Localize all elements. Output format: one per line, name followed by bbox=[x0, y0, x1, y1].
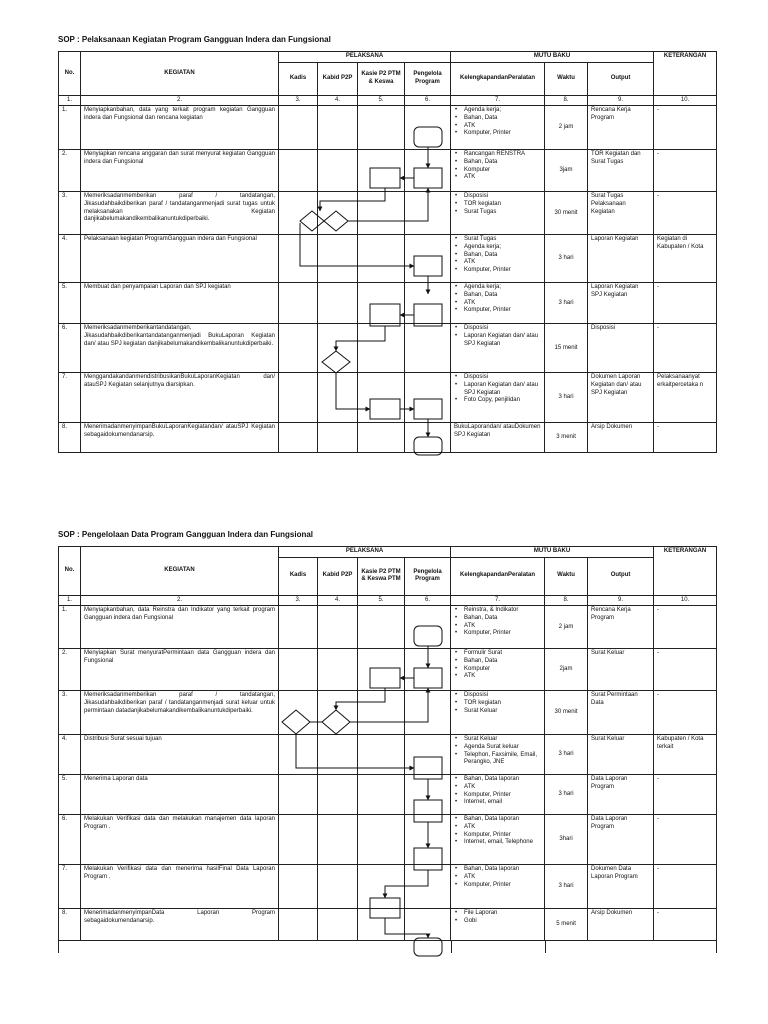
list-item: • Komputer, Printer bbox=[464, 130, 541, 138]
list-item: • Internet, email bbox=[464, 799, 541, 807]
header-kabid: Kabid P2P bbox=[318, 62, 358, 95]
row-no: 2. bbox=[59, 649, 81, 691]
cell-kabid bbox=[318, 192, 358, 235]
table-row bbox=[59, 106, 717, 150]
cell-kabid bbox=[318, 909, 358, 941]
row-no: 4. bbox=[59, 235, 81, 283]
list-item: • ATK bbox=[464, 784, 541, 792]
row-waktu: 2 jam bbox=[545, 606, 588, 649]
col-number: 1. bbox=[59, 595, 81, 606]
cell-kabid bbox=[318, 106, 358, 150]
row-keterangan: Kabupaten / Kota terkait bbox=[654, 735, 717, 775]
col-number: 5. bbox=[358, 95, 405, 106]
row-output: Disposisi bbox=[588, 324, 654, 373]
row-kelengkapan bbox=[451, 649, 545, 691]
cell-pengelola bbox=[405, 735, 451, 775]
cell-kabid bbox=[318, 324, 358, 373]
table-row bbox=[59, 150, 717, 192]
list-item: • Bahan, Data bbox=[464, 115, 541, 123]
table-row bbox=[59, 691, 717, 735]
row-waktu: 3 hari bbox=[545, 373, 588, 423]
row-no: 2. bbox=[59, 150, 81, 192]
row-kegiatan: Memeriksadanmemberikan paraf / tandatangan, Jikasudahbaikdiberikan paraf / tandatanganmenjadi surat tugas untuk melaksanakan Kegiatan danjikabelumakandikembalikanuntukdiperbaiki. bbox=[81, 192, 279, 235]
col-number: 1. bbox=[59, 95, 81, 106]
row-keterangan: - bbox=[654, 865, 717, 909]
row-output: Laporan Kegiatan bbox=[588, 235, 654, 283]
cell-kasie bbox=[358, 324, 405, 373]
cell-kasie bbox=[358, 192, 405, 235]
list-item: • ATK bbox=[464, 123, 541, 131]
header-mutu-baku: MUTU BAKU bbox=[451, 547, 654, 558]
row-output: TOR Kegiatan dan Surat Tugas bbox=[588, 150, 654, 192]
row-waktu: 3hari bbox=[545, 815, 588, 865]
list-item: • Formulir Surat bbox=[464, 650, 541, 658]
row-output: Rencana Kerja Program bbox=[588, 606, 654, 649]
row-waktu: 5 menit bbox=[545, 909, 588, 941]
list-item: • ATK bbox=[464, 623, 541, 631]
cell-kadis bbox=[279, 649, 318, 691]
row-output: Arsip Dokumen bbox=[588, 909, 654, 941]
row-kegiatan: Pelaksanaan kegiatan ProgramGangguan indera dan Fungsional bbox=[81, 235, 279, 283]
row-no: 5. bbox=[59, 775, 81, 815]
cell-kadis bbox=[279, 909, 318, 941]
row-kegiatan: Memeriksadanmemberikan paraf / tandatangan, Jikasudahbaikdiberikan paraf / tandatanganmenjadi surat keluar untuk permintaan datadanjikabelumakandikembalikanuntukdiperbaiki. bbox=[81, 691, 279, 735]
row-no: 3. bbox=[59, 691, 81, 735]
cell-kasie bbox=[358, 649, 405, 691]
header-kegiatan: KEGIATAN bbox=[81, 52, 279, 96]
table-continuation bbox=[58, 941, 717, 953]
header-kasie: Kasie P2 PTM & Keswa PTM bbox=[358, 557, 405, 595]
row-output: Surat Tugas Pelaksanaan Kegiatan bbox=[588, 192, 654, 235]
row-keterangan: - bbox=[654, 909, 717, 941]
col-number: 7. bbox=[451, 595, 545, 606]
row-keterangan: - bbox=[654, 775, 717, 815]
row-output: Surat Keluar bbox=[588, 649, 654, 691]
col-number: 10. bbox=[654, 595, 717, 606]
row-no: 1. bbox=[59, 106, 81, 150]
table-row bbox=[59, 865, 717, 909]
row-output: Data Laporan Program bbox=[588, 775, 654, 815]
cell-kadis bbox=[279, 235, 318, 283]
row-waktu: 3 menit bbox=[545, 423, 588, 453]
row-keterangan: - bbox=[654, 150, 717, 192]
table-row bbox=[59, 606, 717, 649]
row-kelengkapan bbox=[451, 775, 545, 815]
list-item: • Komputer, Printer bbox=[464, 832, 541, 840]
row-kelengkapan bbox=[451, 283, 545, 324]
row-waktu: 3 hari bbox=[545, 283, 588, 324]
header-waktu: Waktu bbox=[545, 62, 588, 95]
list-item: • Surat Keluar bbox=[464, 736, 541, 744]
sop-grid bbox=[58, 51, 718, 453]
header-output: Output bbox=[588, 62, 654, 95]
cell-kadis bbox=[279, 373, 318, 423]
col-number: 9. bbox=[588, 95, 654, 106]
row-no: 8. bbox=[59, 423, 81, 453]
col-number: 5. bbox=[358, 595, 405, 606]
list-item: • Surat Tugas bbox=[464, 236, 541, 244]
cell-kasie bbox=[358, 909, 405, 941]
list-item: • Internet, email, Telephone bbox=[464, 839, 541, 847]
row-kelengkapan bbox=[451, 815, 545, 865]
list-item: • ATK bbox=[464, 874, 541, 882]
header-keterangan: KETERANGAN bbox=[654, 52, 717, 96]
list-item: • Agenda kerja; bbox=[464, 284, 541, 292]
cell-kabid bbox=[318, 691, 358, 735]
col-number: 4. bbox=[318, 95, 358, 106]
row-kelengkapan bbox=[451, 324, 545, 373]
row-no: 6. bbox=[59, 815, 81, 865]
list-item: • ATK bbox=[464, 824, 541, 832]
table-row bbox=[59, 324, 717, 373]
row-kelengkapan bbox=[451, 150, 545, 192]
sop-title: SOP : Pengelolaan Data Program Gangguan Indera dan Fungsional bbox=[58, 530, 314, 539]
row-kegiatan: Membuat dan penyampaian Laporan dan SPJ kegiatan bbox=[81, 283, 279, 324]
list-item: • Reinstra, & Indikator bbox=[464, 607, 541, 615]
list-item: • Disposisi bbox=[464, 374, 541, 382]
cell-kadis bbox=[279, 423, 318, 453]
sop-table bbox=[58, 546, 717, 941]
cell-kabid bbox=[318, 235, 358, 283]
cell-kadis bbox=[279, 283, 318, 324]
cell-kadis bbox=[279, 606, 318, 649]
row-kegiatan: Menerima Laporan data bbox=[81, 775, 279, 815]
row-output: Data Laporan Program bbox=[588, 815, 654, 865]
col-number: 2. bbox=[81, 595, 279, 606]
cell-kabid bbox=[318, 283, 358, 324]
cell-kasie bbox=[358, 373, 405, 423]
header-no: No. bbox=[59, 52, 81, 96]
list-item: • Foto Copy, penjilidan bbox=[464, 397, 541, 405]
col-number: 6. bbox=[405, 95, 451, 106]
row-keterangan: Kegiatan di Kabupaten / Kota bbox=[654, 235, 717, 283]
row-waktu: 3 hari bbox=[545, 235, 588, 283]
cell-kadis bbox=[279, 865, 318, 909]
table-row bbox=[59, 423, 717, 453]
header-kabid: Kabid P2P bbox=[318, 557, 358, 595]
cell-kasie bbox=[358, 865, 405, 909]
list-item: • ATK bbox=[464, 174, 541, 182]
list-item: • Komputer, Printer bbox=[464, 267, 541, 275]
list-item: • File Laporan bbox=[464, 910, 541, 918]
cell-pengelola bbox=[405, 373, 451, 423]
list-item: • Bahan, Data laporan bbox=[464, 776, 541, 784]
cell-kabid bbox=[318, 775, 358, 815]
list-item: • Bahan, Data bbox=[464, 292, 541, 300]
row-waktu: 3 hari bbox=[545, 775, 588, 815]
list-item: • Gobi bbox=[464, 918, 541, 926]
row-waktu: 3 hari bbox=[545, 735, 588, 775]
cell-kadis bbox=[279, 735, 318, 775]
row-keterangan: - bbox=[654, 324, 717, 373]
row-output: Dokumen Laporan Kegiatan dan/ atau SPJ Kegiatan bbox=[588, 373, 654, 423]
row-no: 6. bbox=[59, 324, 81, 373]
header-no: No. bbox=[59, 547, 81, 596]
row-keterangan: Pelaksanaanyat erkaitpercetaka n bbox=[654, 373, 717, 423]
cell-kasie bbox=[358, 283, 405, 324]
row-waktu: 3 hari bbox=[545, 865, 588, 909]
row-waktu: 30 menit bbox=[545, 691, 588, 735]
row-keterangan: - bbox=[654, 691, 717, 735]
row-kelengkapan bbox=[451, 735, 545, 775]
header-kelengkapan: KelengkapandanPeralatan bbox=[451, 557, 545, 595]
col-number: 10. bbox=[654, 95, 717, 106]
list-item: • ATK bbox=[464, 300, 541, 308]
list-item: • Bahan, Data bbox=[464, 159, 541, 167]
list-item: • Komputer, Printer bbox=[464, 307, 541, 315]
table-row bbox=[59, 815, 717, 865]
cell-kabid bbox=[318, 373, 358, 423]
header-waktu: Waktu bbox=[545, 557, 588, 595]
cell-kabid bbox=[318, 735, 358, 775]
row-no: 7. bbox=[59, 373, 81, 423]
row-waktu: 3jam bbox=[545, 150, 588, 192]
row-keterangan: - bbox=[654, 423, 717, 453]
row-kelengkapan bbox=[451, 865, 545, 909]
list-item: • Komputer, Printer bbox=[464, 882, 541, 890]
table-row bbox=[59, 283, 717, 324]
row-output: Surat Permintaan Data bbox=[588, 691, 654, 735]
cell-kabid bbox=[318, 815, 358, 865]
cell-kadis bbox=[279, 775, 318, 815]
header-kadis: Kadis bbox=[279, 557, 318, 595]
row-no: 5. bbox=[59, 283, 81, 324]
row-no: 1. bbox=[59, 606, 81, 649]
list-item: • TOR kegiatan bbox=[464, 201, 541, 209]
row-output: Dokumen Data Laporan Program bbox=[588, 865, 654, 909]
header-pengelola: Pengelola Program bbox=[405, 557, 451, 595]
col-number: 7. bbox=[451, 95, 545, 106]
row-kelengkapan bbox=[451, 909, 545, 941]
table-row bbox=[59, 775, 717, 815]
col-number: 3. bbox=[279, 595, 318, 606]
row-kegiatan: Menyiapkanbahan, data yang terkait program kegiatan Gangguan indera dan Fungsional dan rencana kegiatan bbox=[81, 106, 279, 150]
cell-pengelola bbox=[405, 106, 451, 150]
table-row bbox=[59, 192, 717, 235]
header-kelengkapan: KelengkapandanPeralatan bbox=[451, 62, 545, 95]
row-kegiatan: Menyiapkan Surat menyuratPermintaan data Gangguan indera dan Fungsional bbox=[81, 649, 279, 691]
row-no: 8. bbox=[59, 909, 81, 941]
row-output: Laporan Kegiatan SPJ Kegiatan bbox=[588, 283, 654, 324]
sop-pengelolaan-data bbox=[58, 530, 718, 941]
list-item: • ATK bbox=[464, 673, 541, 681]
row-kegiatan: Melakukan Verifikasi data dan melakukan manajemen data laporan Program . bbox=[81, 815, 279, 865]
list-item: • Disposisi bbox=[464, 193, 541, 201]
cell-kabid bbox=[318, 649, 358, 691]
list-item: • Bahan, Data laporan bbox=[464, 866, 541, 874]
row-output: Arsip Dokumen bbox=[588, 423, 654, 453]
row-kegiatan: Memeriksadanmemberikantandatangan, Jikasudahbaikdiberikantandatanganmenjadi BukuLaporan Kegiatan dan/ atau SPJ kegiatan danjikabelumakandikembalikanuntukdiperbaiki. bbox=[81, 324, 279, 373]
list-item: • Agenda kerja; bbox=[464, 244, 541, 252]
row-kegiatan: Menyiapkan rencana anggaran dan surat menyurat kegiatan Gangguan indera dan Fungsional bbox=[81, 150, 279, 192]
col-number: 2. bbox=[81, 95, 279, 106]
row-keterangan: - bbox=[654, 106, 717, 150]
header-kasie: Kasie P2 PTM & Keswa bbox=[358, 62, 405, 95]
header-output: Output bbox=[588, 557, 654, 595]
cell-kadis bbox=[279, 324, 318, 373]
header-pengelola: Pengelola Program bbox=[405, 62, 451, 95]
row-no: 4. bbox=[59, 735, 81, 775]
list-item: • ATK bbox=[464, 259, 541, 267]
row-kelengkapan bbox=[451, 373, 545, 423]
sop-title: SOP : Pelaksanaan Kegiatan Program Gangguan Indera dan Fungsional bbox=[58, 35, 331, 44]
row-kelengkapan bbox=[451, 235, 545, 283]
cell-kabid bbox=[318, 865, 358, 909]
row-waktu: 30 menit bbox=[545, 192, 588, 235]
row-output: Surat Keluar bbox=[588, 735, 654, 775]
col-number: 8. bbox=[545, 95, 588, 106]
list-item: • Laporan Kegiatan dan/ atau SPJ Kegiatan bbox=[464, 333, 541, 348]
list-item: • Komputer, Printer bbox=[464, 630, 541, 638]
sop-pelaksanaan-kegiatan bbox=[58, 35, 718, 453]
cell-kadis bbox=[279, 192, 318, 235]
list-item: • Rancangan RENSTRA bbox=[464, 151, 541, 159]
row-keterangan: - bbox=[654, 192, 717, 235]
cell-kasie bbox=[358, 235, 405, 283]
row-keterangan: - bbox=[654, 606, 717, 649]
cell-kasie bbox=[358, 735, 405, 775]
cell-kadis bbox=[279, 691, 318, 735]
row-output: Rencana Kerja Program bbox=[588, 106, 654, 150]
row-keterangan: - bbox=[654, 649, 717, 691]
list-item: • Bahan, Data bbox=[464, 615, 541, 623]
row-kegiatan: Menyiapkanbahan, data Reinstra dan Indikator yang terkait program Gangguan indera dan Fungsional bbox=[81, 606, 279, 649]
table-row bbox=[59, 373, 717, 423]
col-number: 3. bbox=[279, 95, 318, 106]
cell-kadis bbox=[279, 106, 318, 150]
list-item: • Bahan, Data laporan bbox=[464, 816, 541, 824]
col-number: 4. bbox=[318, 595, 358, 606]
col-number: 9. bbox=[588, 595, 654, 606]
row-keterangan: - bbox=[654, 283, 717, 324]
list-item: • Agenda Surat keluar bbox=[464, 744, 541, 752]
cell-kasie bbox=[358, 106, 405, 150]
cell-kabid bbox=[318, 606, 358, 649]
list-item: • Disposisi bbox=[464, 325, 541, 333]
cell-kasie bbox=[358, 606, 405, 649]
header-pelaksana: PELAKSANA bbox=[279, 52, 451, 63]
col-number: 6. bbox=[405, 595, 451, 606]
cell-kabid bbox=[318, 423, 358, 453]
row-kelengkapan bbox=[451, 606, 545, 649]
cell-kasie bbox=[358, 815, 405, 865]
row-waktu: 2 jam bbox=[545, 106, 588, 150]
cell-pengelola bbox=[405, 324, 451, 373]
cell-kasie bbox=[358, 775, 405, 815]
list-item: • Surat Keluar bbox=[464, 708, 541, 716]
row-kelengkapan bbox=[451, 691, 545, 735]
list-item: • Bahan, Data bbox=[464, 658, 541, 666]
list-item: • Laporan Kegiatan dan/ atau SPJ Kegiatan bbox=[464, 382, 541, 397]
row-kegiatan: Distribusi Surat sesuai tujuan bbox=[81, 735, 279, 775]
table-row bbox=[59, 909, 717, 941]
cell-kadis bbox=[279, 150, 318, 192]
row-waktu: 2jam bbox=[545, 649, 588, 691]
table-row bbox=[59, 735, 717, 775]
list-item: • Surat Tugas bbox=[464, 209, 541, 217]
sop-table bbox=[58, 51, 717, 453]
cell-kasie bbox=[358, 691, 405, 735]
header-kadis: Kadis bbox=[279, 62, 318, 95]
list-item: • Disposisi bbox=[464, 692, 541, 700]
row-keterangan: - bbox=[654, 815, 717, 865]
cell-pengelola bbox=[405, 606, 451, 649]
row-kegiatan: MenerimadanmenyimpanBukuLaporanKegiatandan/ atauSPJ Kegiatan sebagaidokumendanarsip. bbox=[81, 423, 279, 453]
table-row bbox=[59, 235, 717, 283]
row-kegiatan: Melakukan Verifikasi data dan menerima hasilFinal Data Laporan Program . bbox=[81, 865, 279, 909]
header-kegiatan: KEGIATAN bbox=[81, 547, 279, 596]
cell-kasie bbox=[358, 150, 405, 192]
header-mutu-baku: MUTU BAKU bbox=[451, 52, 654, 63]
table-row bbox=[59, 649, 717, 691]
list-item: • Bahan, Data bbox=[464, 252, 541, 260]
row-kelengkapan: BukuLaporandan/ atauDokumen SPJ Kegiatan bbox=[451, 423, 545, 453]
list-item: • Komputer bbox=[464, 167, 541, 175]
list-item: • Telephon, Faxsimile, Email, Perangko, JNE bbox=[464, 752, 541, 767]
list-item: • Agenda kerja; bbox=[464, 107, 541, 115]
cell-kasie bbox=[358, 423, 405, 453]
cell-kadis bbox=[279, 815, 318, 865]
list-item: • Komputer bbox=[464, 666, 541, 674]
row-kegiatan: MenggandakandanmendistribusikanBukuLaporanKegiatan dan/ atauSPJ Kegiatan selanjutnya diarsipkan. bbox=[81, 373, 279, 423]
row-kelengkapan bbox=[451, 106, 545, 150]
cell-kabid bbox=[318, 150, 358, 192]
header-keterangan: KETERANGAN bbox=[654, 547, 717, 596]
row-no: 7. bbox=[59, 865, 81, 909]
row-kelengkapan bbox=[451, 192, 545, 235]
row-waktu: 15 menit bbox=[545, 324, 588, 373]
row-kegiatan: MenerimadanmenyimpanData Laporan Program sebagaidokumendanarsip. bbox=[81, 909, 279, 941]
header-pelaksana: PELAKSANA bbox=[279, 547, 451, 558]
col-number: 8. bbox=[545, 595, 588, 606]
row-no: 3. bbox=[59, 192, 81, 235]
sop-grid bbox=[58, 546, 718, 941]
list-item: • TOR kegiatan bbox=[464, 700, 541, 708]
list-item: • Komputer, Printer bbox=[464, 792, 541, 800]
